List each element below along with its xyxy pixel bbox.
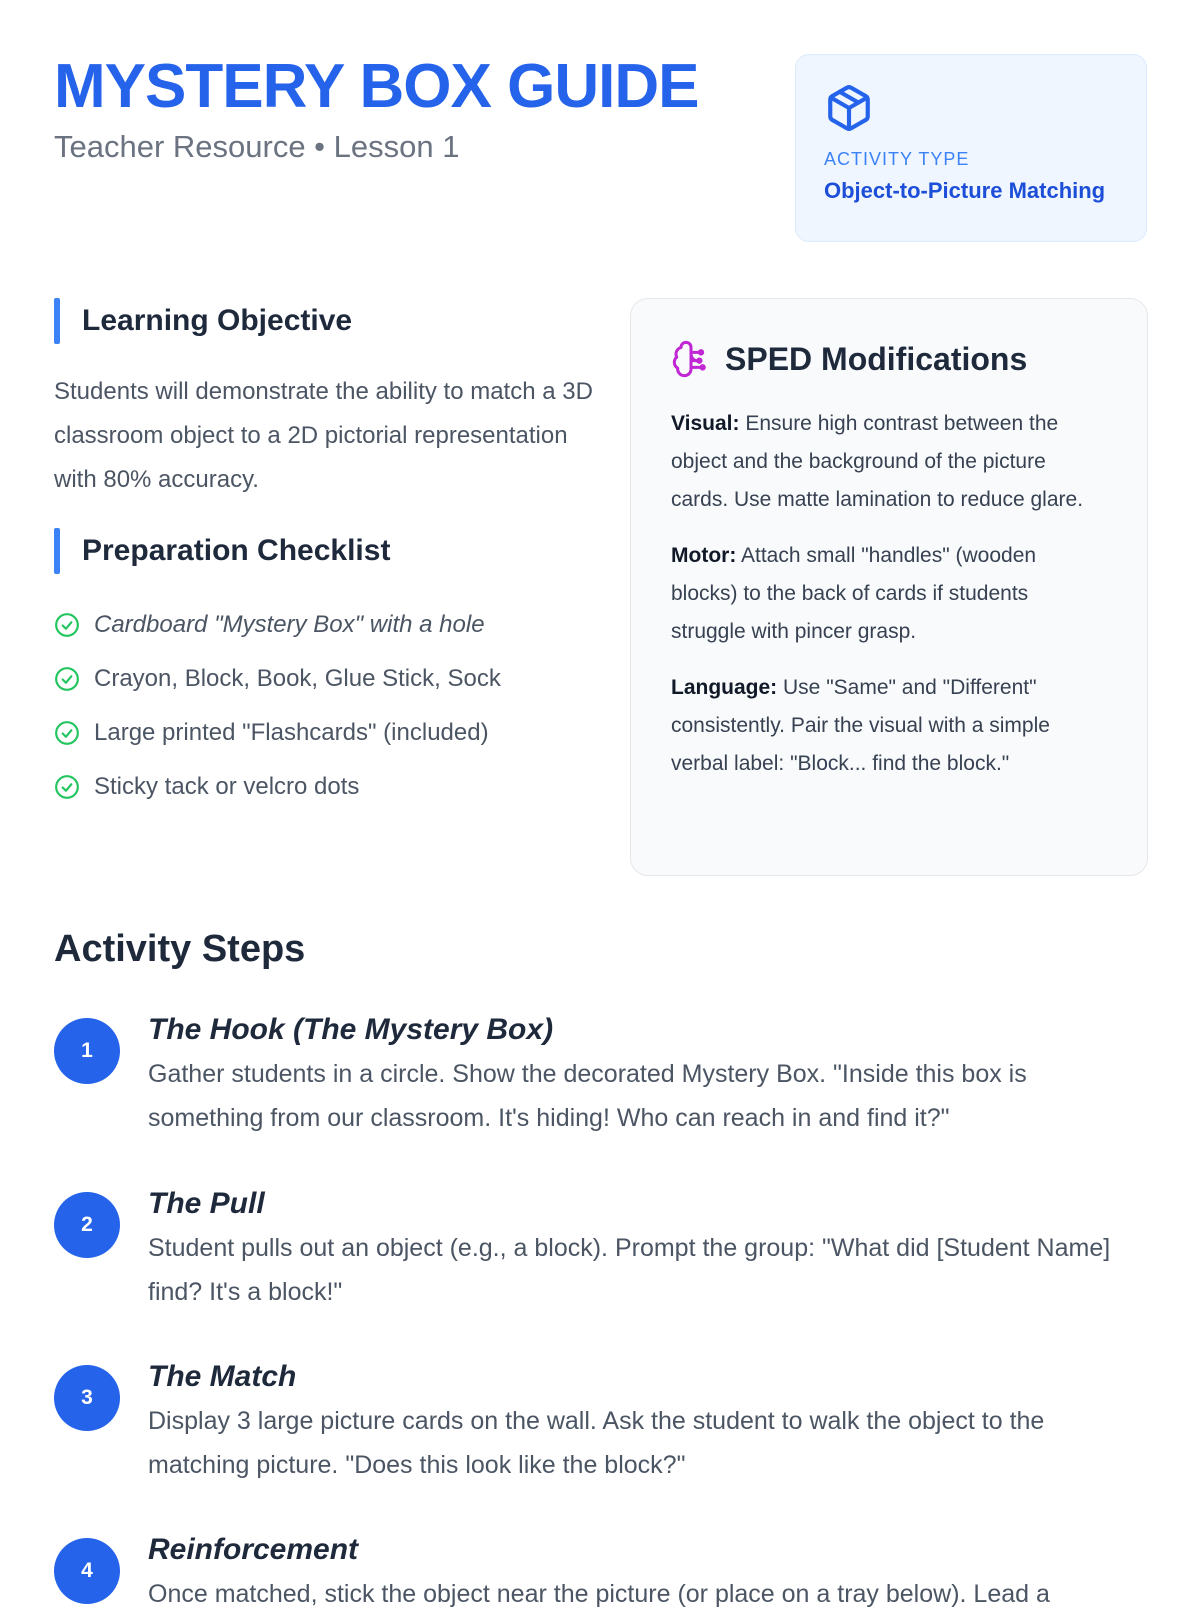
preparation-checklist bbox=[54, 598, 501, 814]
step-content bbox=[148, 1182, 1148, 1314]
checklist-item-text: Cardboard "Mystery Box" with a hole bbox=[94, 611, 485, 638]
step-title: The Pull bbox=[148, 1187, 265, 1220]
step-description: Display 3 large picture cards on the wall. Ask the student to walk the object to the matching picture. "Does this look like the block?" bbox=[148, 1407, 1045, 1479]
step-description: Gather students in a circle. Show the decorated Mystery Box. "Inside this box is something from our classroom. It's hiding! Who can reach in and find it?" bbox=[148, 1060, 1027, 1132]
step-content bbox=[148, 1008, 1148, 1140]
sped-item-text: Ensure high contrast between the object and the background of the picture cards. Use matte lamination to reduce glare. bbox=[671, 412, 1084, 511]
activity-type-card bbox=[795, 54, 1147, 242]
cube-icon bbox=[824, 83, 874, 133]
sped-item-label: Language: bbox=[671, 676, 778, 699]
sped-item-label: Motor: bbox=[671, 544, 737, 567]
step-number-badge: 1 bbox=[54, 1018, 120, 1084]
checklist-item bbox=[54, 706, 501, 760]
objective-heading bbox=[54, 298, 352, 344]
objective-text: Students will demonstrate the ability to match a 3D classroom object to a 2D pictorial representation with 80% accuracy. bbox=[54, 378, 593, 493]
step-content bbox=[148, 1355, 1148, 1487]
sped-item-label: Visual: bbox=[671, 412, 740, 435]
brain-icon bbox=[671, 339, 711, 379]
page-title: MYSTERY BOX GUIDE bbox=[54, 52, 699, 121]
checklist-item-text: Sticky tack or velcro dots bbox=[94, 773, 360, 800]
checklist-item bbox=[54, 760, 501, 814]
sped-heading bbox=[671, 339, 1107, 379]
checklist-heading bbox=[54, 528, 390, 574]
objective-heading-text: Learning Objective bbox=[82, 304, 353, 337]
checklist-item-text: Large printed "Flashcards" (included) bbox=[94, 719, 489, 746]
check-circle-icon bbox=[54, 612, 80, 638]
sped-item-text: Use "Same" and "Different" consistently. Pair the visual with a simple verbal label: "Block... find the block." bbox=[671, 676, 1050, 775]
sped-item-motor bbox=[671, 537, 1107, 651]
sped-heading-text: SPED Modifications bbox=[725, 340, 1028, 377]
step-number-badge: 4 bbox=[54, 1538, 120, 1604]
sped-modifications-card bbox=[630, 298, 1148, 876]
activity-type-label: ACTIVITY TYPE bbox=[824, 149, 970, 169]
step-title: Reinforcement bbox=[148, 1533, 359, 1566]
step-description: Once matched, stick the object near the picture (or place on a tray below). Lead a bbox=[148, 1580, 1050, 1608]
step-description: Student pulls out an object (e.g., a block). Prompt the group: "What did [Student Name] find? It's a block!" bbox=[148, 1234, 1111, 1306]
sped-item-language bbox=[671, 669, 1107, 783]
heading-accent-bar bbox=[54, 528, 60, 574]
step-number-badge: 2 bbox=[54, 1192, 120, 1258]
checklist-item-text: Crayon, Block, Book, Glue Stick, Sock bbox=[94, 665, 501, 692]
sped-item-text: Attach small "handles" (wooden blocks) to the back of cards if students struggle with pincer grasp. bbox=[671, 544, 1037, 643]
check-circle-icon bbox=[54, 774, 80, 800]
sped-item-visual bbox=[671, 405, 1107, 519]
checklist-heading-text: Preparation Checklist bbox=[82, 534, 391, 567]
activity-type-value: Object-to-Picture Matching bbox=[824, 178, 1106, 203]
check-circle-icon bbox=[54, 666, 80, 692]
check-circle-icon bbox=[54, 720, 80, 746]
activity-steps-heading: Activity Steps bbox=[54, 928, 306, 970]
heading-accent-bar bbox=[54, 298, 60, 344]
step-title: The Match bbox=[148, 1360, 297, 1393]
step-content bbox=[148, 1528, 1148, 1616]
checklist-item bbox=[54, 652, 501, 706]
checklist-item bbox=[54, 598, 501, 652]
page-subtitle: Teacher Resource • Lesson 1 bbox=[54, 129, 460, 164]
step-title: The Hook (The Mystery Box) bbox=[148, 1013, 554, 1046]
step-number-badge: 3 bbox=[54, 1365, 120, 1431]
page-header bbox=[54, 48, 698, 168]
